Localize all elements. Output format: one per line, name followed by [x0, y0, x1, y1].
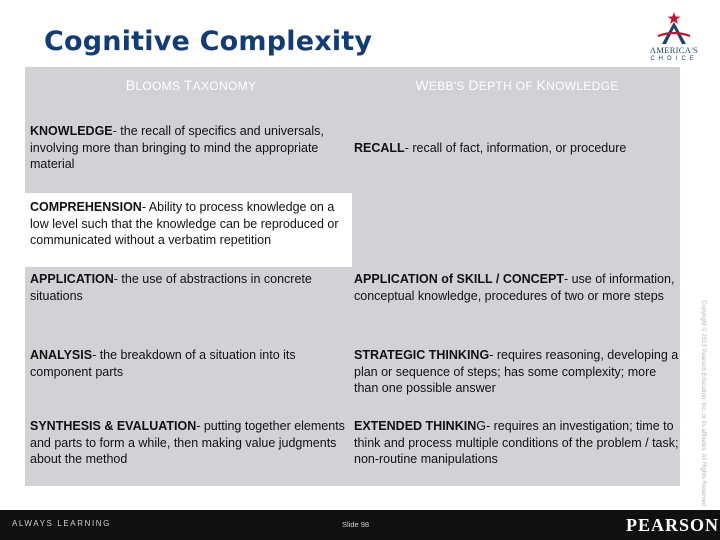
americas-choice-logo [636, 10, 712, 68]
blooms-cell: APPLICATION- the use of abstractions in concrete situations [30, 272, 312, 303]
star-a-icon [636, 10, 712, 46]
header-blooms-taxonomy: BLOOMS TAXONOMY [125, 77, 257, 93]
webb-cell: APPLICATION of SKILL / CONCEPT- use of information, conceptual knowledge, procedures of two or more steps [354, 272, 675, 303]
table-row [25, 119, 680, 193]
slide-title: Cognitive Complexity [44, 26, 373, 57]
webb-cell: EXTENDED THINKING- requires an investigation; time to think and process multiple conditions of the problem / task; non-routine manipulations [354, 419, 679, 466]
webb-cell: STRATEGIC THINKING- requires reasoning, developing a plan or sequence of steps; has some complexity; more than one possible answer [354, 348, 679, 395]
table-row [25, 267, 680, 342]
table-row [25, 342, 680, 414]
table-header-row [25, 67, 680, 119]
blooms-cell: COMPREHENSION- Ability to process knowledge on a low level such that the knowledge can be reproduced or communicated without a verbatim repetition [25, 193, 352, 267]
header-webbs-depth-of-knowledge: WEBB'S DEPTH OF KNOWLEDGE [415, 77, 619, 93]
blooms-cell: SYNTHESIS & EVALUATION- putting together elements and parts to form a while, then making value judgments about the method [30, 419, 345, 466]
footer-tagline: ALWAYS LEARNING [12, 519, 111, 528]
webb-cell-empty [352, 193, 680, 267]
webb-cell: RECALL- recall of fact, information, or procedure [354, 141, 627, 155]
blooms-cell: ANALYSIS- the breakdown of a situation into its component parts [30, 348, 296, 379]
blooms-cell: KNOWLEDGE- the recall of specifics and universals, involving more than bringing to mind the appropriate material [30, 124, 324, 171]
table-row [25, 193, 680, 267]
comparison-table [25, 67, 680, 486]
pearson-logo: PEARSON [626, 515, 720, 535]
table-row [25, 414, 680, 486]
logo-subword: CHOICE [650, 56, 698, 62]
footer-bar [0, 510, 720, 540]
slide-number: Slide 98 [342, 520, 370, 529]
copyright-note: Copyright © 2013 Pearson Education, Inc. or its affiliates. All Rights Reserved [700, 300, 706, 507]
logo-wordmark: AMERICA'S [649, 45, 699, 55]
